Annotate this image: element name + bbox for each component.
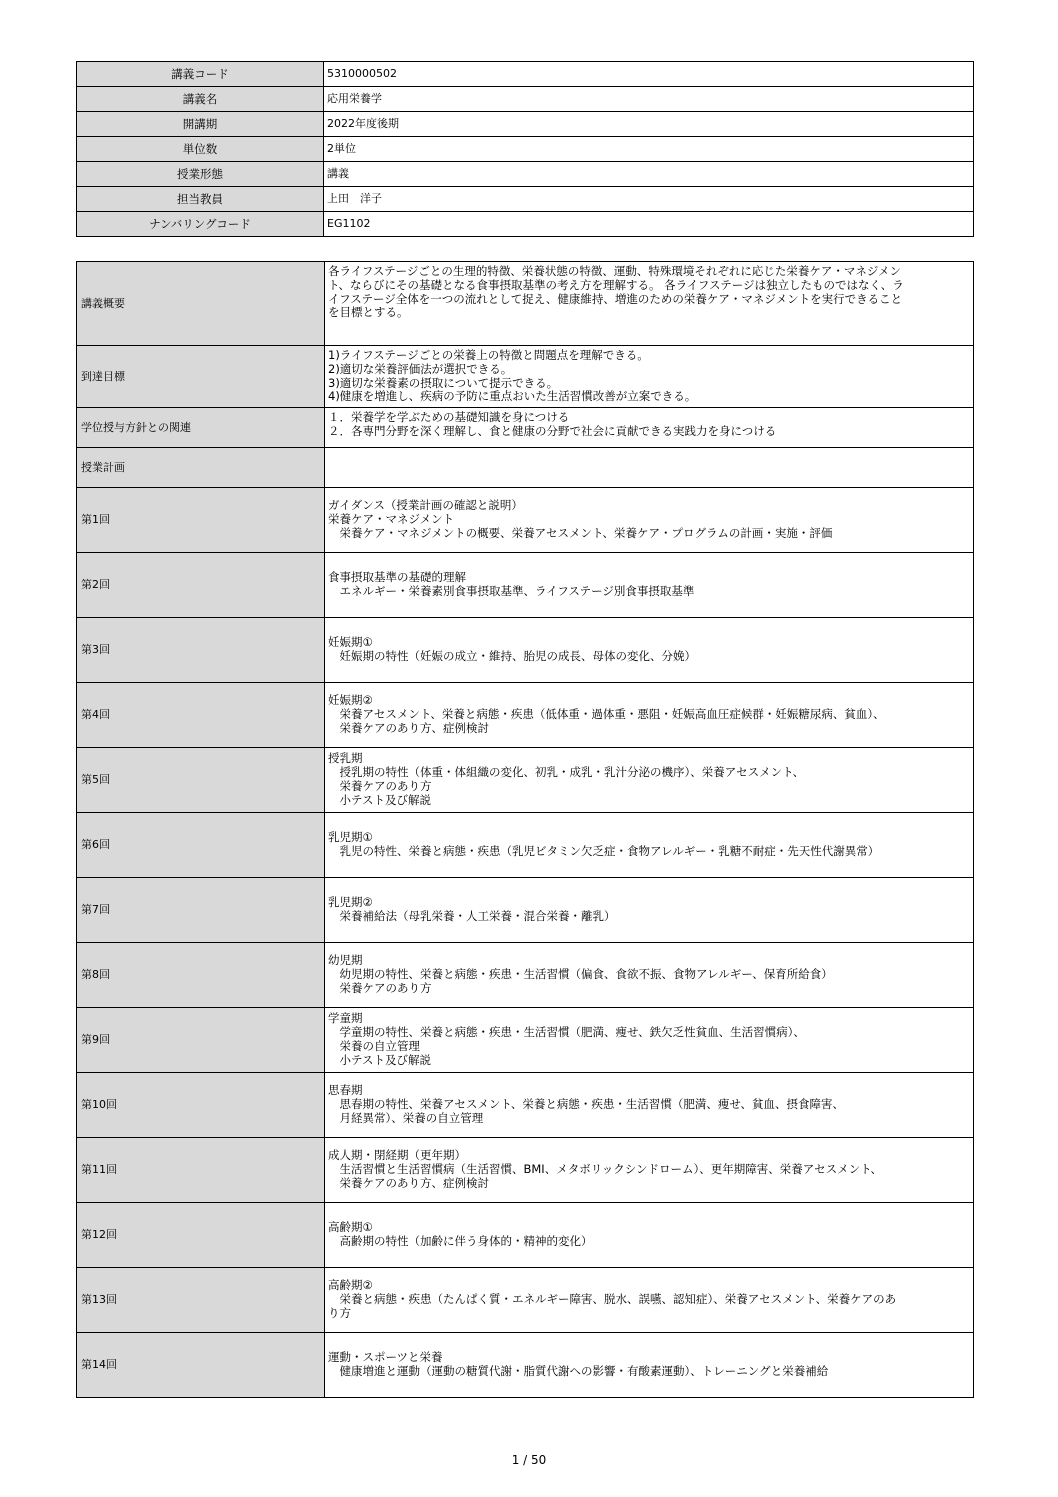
info-label: ナンバリングコード <box>77 212 324 237</box>
lesson-content: 幼児期 幼児期の特性、栄養と病態・疾患・生活習慣（偏食、食欲不振、食物アレルギー、保育所給食） 栄養ケアのあり方 <box>325 943 974 1008</box>
info-label: 開講期 <box>77 112 324 137</box>
lesson-content: 成人期・閉経期（更年期） 生活習慣と生活習慣病（生活習慣、BMI、メタボリックシンドローム）、更年期障害、栄養アセスメント、 栄養ケアのあり方、症例検討 <box>325 1138 974 1203</box>
lesson-content: 学童期 学童期の特性、栄養と病態・疾患・生活習慣（肥満、痩せ、鉄欠乏性貧血、生活習慣病）、 栄養の自立管理 小テスト及び解説 <box>325 1008 974 1073</box>
info-label: 担当教員 <box>77 187 324 212</box>
plan-value <box>325 448 974 488</box>
info-value: 上田 洋子 <box>324 187 974 212</box>
lesson-content: ガイダンス（授業計画の確認と説明） 栄養ケア・マネジメント 栄養ケア・マネジメントの概要、栄養アセスメント、栄養ケア・プログラムの計画・実施・評価 <box>325 488 974 553</box>
lesson-content: 高齢期② 栄養と病態・疾患（たんぱく質・エネルギー障害、脱水、誤嚥、認知症）、栄養アセスメント、栄養ケアのあ り方 <box>325 1268 974 1333</box>
table-row <box>77 1138 974 1203</box>
lesson-content: 授乳期 授乳期の特性（体重・体組織の変化、初乳・成乳・乳汁分泌の機序）、栄養アセスメント、 栄養ケアのあり方 小テスト及び解説 <box>325 748 974 813</box>
table-row <box>77 748 974 813</box>
plan-label: 授業計画 <box>77 448 325 488</box>
page-number: 1 / 50 <box>511 1453 547 1467</box>
lesson-content: 食事摂取基準の基礎的理解 エネルギー・栄養素別食事摂取基準、ライフステージ別食事摂取基準 <box>325 553 974 618</box>
table-row <box>77 1268 974 1333</box>
table-row <box>77 488 974 553</box>
table-row <box>77 1333 974 1398</box>
lesson-label: 第13回 <box>77 1268 325 1333</box>
lesson-content: 乳児期① 乳児の特性、栄養と病態・疾患（乳児ビタミン欠乏症・食物アレルギー・乳糖不耐症・先天性代謝異常） <box>325 813 974 878</box>
lesson-label: 第11回 <box>77 1138 325 1203</box>
course-info-table <box>76 61 974 237</box>
table-row <box>77 408 974 448</box>
table-row <box>77 87 974 112</box>
table-row <box>77 112 974 137</box>
table-row <box>77 1008 974 1073</box>
lesson-content: 妊娠期② 栄養アセスメント、栄養と病態・疾患（低体重・過体重・悪阻・妊娠高血圧症候群・妊娠糖尿病、貧血）、 栄養ケアのあり方、症例検討 <box>325 683 974 748</box>
lesson-label: 第9回 <box>77 1008 325 1073</box>
lesson-label: 第5回 <box>77 748 325 813</box>
lesson-label: 第10回 <box>77 1073 325 1138</box>
info-label: 講義コード <box>77 62 324 87</box>
table-row <box>77 212 974 237</box>
info-value: 講義 <box>324 162 974 187</box>
lesson-label: 第1回 <box>77 488 325 553</box>
overview-label: 講義概要 <box>77 262 325 346</box>
lesson-content: 運動・スポーツと栄養 健康増進と運動（運動の糖質代謝・脂質代謝への影響・有酸素運動）、トレーニングと栄養補給 <box>325 1333 974 1398</box>
goals-label: 到達目標 <box>77 346 325 408</box>
table-row <box>77 187 974 212</box>
table-row <box>77 62 974 87</box>
lesson-label: 第7回 <box>77 878 325 943</box>
table-row <box>77 346 974 408</box>
table-row <box>77 683 974 748</box>
info-label: 講義名 <box>77 87 324 112</box>
lesson-label: 第14回 <box>77 1333 325 1398</box>
table-row <box>77 813 974 878</box>
table-row <box>77 618 974 683</box>
table-row <box>77 448 974 488</box>
lesson-label: 第6回 <box>77 813 325 878</box>
policy-label: 学位授与方針との関連 <box>77 408 325 448</box>
table-row <box>77 553 974 618</box>
info-value: 応用栄養学 <box>324 87 974 112</box>
lesson-content: 高齢期① 高齢期の特性（加齢に伴う身体的・精神的変化） <box>325 1203 974 1268</box>
info-value: EG1102 <box>324 212 974 237</box>
syllabus-table <box>76 261 974 1398</box>
lesson-label: 第12回 <box>77 1203 325 1268</box>
lesson-label: 第4回 <box>77 683 325 748</box>
info-value: 5310000502 <box>324 62 974 87</box>
info-value: 2022年度後期 <box>324 112 974 137</box>
info-label: 単位数 <box>77 137 324 162</box>
table-row <box>77 878 974 943</box>
table-row <box>77 262 974 346</box>
lesson-label: 第8回 <box>77 943 325 1008</box>
table-row <box>77 1073 974 1138</box>
policy-value: １．栄養学を学ぶための基礎知識を身につける ２．各専門分野を深く理解し、食と健康の分野で社会に貢献できる実践力を身につける <box>325 408 974 448</box>
lesson-label: 第2回 <box>77 553 325 618</box>
table-row <box>77 137 974 162</box>
table-row <box>77 1203 974 1268</box>
goals-value: 1)ライフステージごとの栄養上の特徴と問題点を理解できる。 2)適切な栄養評価法が選択できる。 3)適切な栄養素の摂取について提示できる。 4)健康を増進し、疾病の予防に重点おいた生活習慣改善が立案できる。 <box>325 346 974 408</box>
lesson-content: 乳児期② 栄養補給法（母乳栄養・人工栄養・混合栄養・離乳） <box>325 878 974 943</box>
table-row <box>77 162 974 187</box>
overview-value: 各ライフステージごとの生理的特徴、栄養状態の特徴、運動、特殊環境それぞれに応じた栄養ケア・マネジメン ト、ならびにその基礎となる食事摂取基準の考え方を理解する。 各ライフステージは独立したものではなく、ラ イフステージ全体を一つの流れとして捉え、健康維持、増進のための栄養ケア・マネジメントを実行できること を目標とする。 <box>325 262 974 346</box>
lesson-label: 第3回 <box>77 618 325 683</box>
lesson-content: 思春期 思春期の特性、栄養アセスメント、栄養と病態・疾患・生活習慣（肥満、痩せ、貧血、摂食障害、 月経異常）、栄養の自立管理 <box>325 1073 974 1138</box>
table-row <box>77 943 974 1008</box>
info-value: 2単位 <box>324 137 974 162</box>
info-label: 授業形態 <box>77 162 324 187</box>
lesson-content: 妊娠期① 妊娠期の特性（妊娠の成立・維持、胎児の成長、母体の変化、分娩） <box>325 618 974 683</box>
